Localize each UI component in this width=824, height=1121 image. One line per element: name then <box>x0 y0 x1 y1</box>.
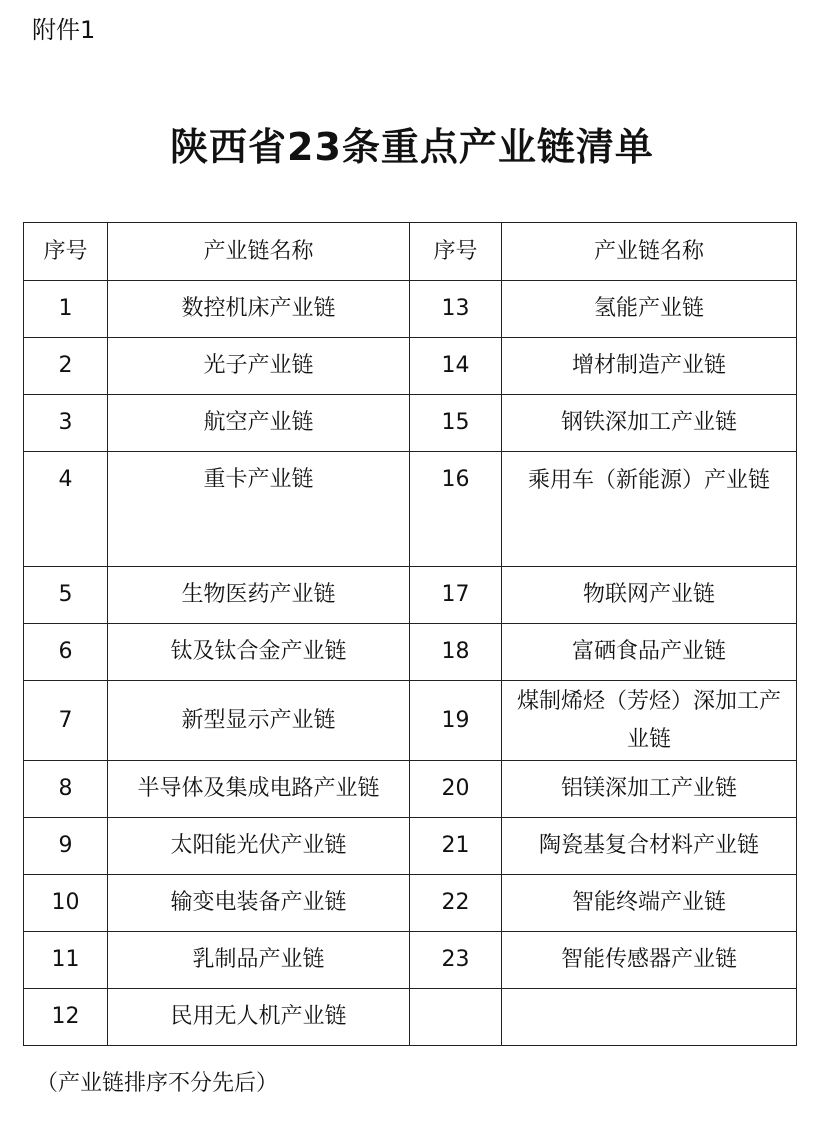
serial-number: 23 <box>410 932 502 989</box>
chain-name <box>502 989 797 1046</box>
chain-name: 输变电装备产业链 <box>108 875 410 932</box>
chain-name: 钛及钛合金产业链 <box>108 624 410 681</box>
serial-number: 7 <box>24 681 108 761</box>
chain-name: 乳制品产业链 <box>108 932 410 989</box>
chain-name: 半导体及集成电路产业链 <box>108 761 410 818</box>
table-row <box>24 281 797 338</box>
table-row <box>24 875 797 932</box>
header-cell: 产业链名称 <box>502 223 797 281</box>
serial-number: 9 <box>24 818 108 875</box>
serial-number: 14 <box>410 338 502 395</box>
serial-number: 19 <box>410 681 502 761</box>
chain-name: 智能终端产业链 <box>502 875 797 932</box>
header-cell: 序号 <box>410 223 502 281</box>
serial-number: 5 <box>24 567 108 624</box>
chain-name: 物联网产业链 <box>502 567 797 624</box>
table-header-row <box>24 223 797 281</box>
chain-name: 光子产业链 <box>108 338 410 395</box>
table-row <box>24 989 797 1046</box>
table-row <box>24 395 797 452</box>
chain-name: 智能传感器产业链 <box>502 932 797 989</box>
serial-number: 13 <box>410 281 502 338</box>
chain-name: 富硒食品产业链 <box>502 624 797 681</box>
chain-name: 煤制烯烃（芳烃）深加工产业链 <box>502 681 797 761</box>
serial-number: 11 <box>24 932 108 989</box>
serial-number <box>410 989 502 1046</box>
serial-number: 8 <box>24 761 108 818</box>
serial-number: 1 <box>24 281 108 338</box>
chain-name: 重卡产业链 <box>108 452 410 567</box>
industry-chain-table <box>23 222 797 1046</box>
serial-number: 2 <box>24 338 108 395</box>
footnote: （产业链排序不分先后） <box>36 1071 279 1096</box>
serial-number: 22 <box>410 875 502 932</box>
chain-name: 航空产业链 <box>108 395 410 452</box>
table-row <box>24 818 797 875</box>
table-row <box>24 624 797 681</box>
chain-name: 陶瓷基复合材料产业链 <box>502 818 797 875</box>
annex-label: 附件1 <box>32 16 96 44</box>
serial-number: 3 <box>24 395 108 452</box>
chain-name: 增材制造产业链 <box>502 338 797 395</box>
chain-name: 氢能产业链 <box>502 281 797 338</box>
table-row <box>24 932 797 989</box>
header-cell: 序号 <box>24 223 108 281</box>
chain-name: 新型显示产业链 <box>108 681 410 761</box>
chain-name: 乘用车（新能源）产业链 <box>502 452 797 567</box>
chain-name: 生物医药产业链 <box>108 567 410 624</box>
chain-name: 铝镁深加工产业链 <box>502 761 797 818</box>
document-title: 陕西省23条重点产业链清单 <box>170 125 654 169</box>
serial-number: 15 <box>410 395 502 452</box>
serial-number: 10 <box>24 875 108 932</box>
chain-name: 民用无人机产业链 <box>108 989 410 1046</box>
table-row <box>24 761 797 818</box>
serial-number: 21 <box>410 818 502 875</box>
serial-number: 6 <box>24 624 108 681</box>
table-row <box>24 681 797 761</box>
serial-number: 20 <box>410 761 502 818</box>
table-row <box>24 567 797 624</box>
serial-number: 4 <box>24 452 108 567</box>
chain-name: 太阳能光伏产业链 <box>108 818 410 875</box>
table-row <box>24 338 797 395</box>
serial-number: 12 <box>24 989 108 1046</box>
header-cell: 产业链名称 <box>108 223 410 281</box>
chain-name: 钢铁深加工产业链 <box>502 395 797 452</box>
serial-number: 18 <box>410 624 502 681</box>
serial-number: 17 <box>410 567 502 624</box>
table-row <box>24 452 797 567</box>
serial-number: 16 <box>410 452 502 567</box>
chain-name: 数控机床产业链 <box>108 281 410 338</box>
